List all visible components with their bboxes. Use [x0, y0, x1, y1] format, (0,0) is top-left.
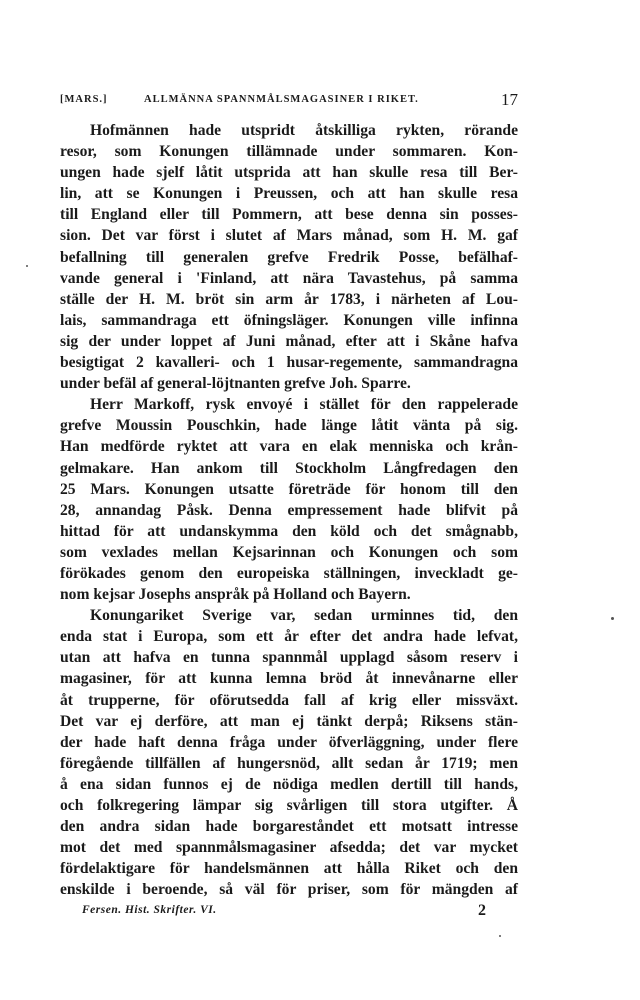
text-line: vande general i 'Finland, att nära Tavastehus, på samma — [60, 269, 518, 287]
margin-speck-bottom — [499, 935, 501, 937]
text-line: å ena sidan funnos ej de nödiga medlen dertill till hands, — [60, 775, 518, 793]
text-line: befallning till generalen grefve Fredrik Posse, befälhaf- — [60, 248, 518, 266]
text-line: der hade haft denna fråga under öfverläggning, under flere — [60, 733, 518, 751]
text-line: Herr Markoff, rysk envoyé i stället för den rappelerade — [90, 396, 518, 414]
text-line: Det var ej derföre, att man ej tänkt derpå; Riksens stän- — [60, 712, 518, 730]
body-text — [60, 120, 518, 900]
text-line: enskilde i beroende, så väl för priser, som för mängden af — [60, 881, 518, 899]
text-line: Han medförde ryktet att vara en elak menniska och krån- — [60, 438, 518, 456]
page-number: 17 — [501, 90, 518, 109]
running-head — [60, 90, 518, 114]
text-line: fördelaktigare för handelsmännen att hålla Riket och den — [60, 860, 518, 878]
text-line: 25 Mars. Konungen utsatte företräde för honom till den — [60, 480, 518, 498]
margin-speck-left — [26, 265, 28, 267]
signature-mark: 2 — [478, 902, 486, 920]
running-head-section: [MARS.] — [60, 94, 108, 105]
text-line: föregående tillfällen af hungersnöd, allt sedan år 1719; men — [60, 754, 518, 772]
text-line: som vexlades mellan Kejsarinnan och Konungen och som — [60, 543, 518, 561]
text-line: nom kejsar Josephs anspråk på Holland och Bayern. — [60, 586, 411, 604]
text-line: resor, som Konungen tillämnade under sommaren. Kon- — [60, 143, 518, 161]
text-line: till England eller till Pommern, att bese denna sin posses- — [60, 206, 518, 224]
text-line: åt trupperne, för oförutsedda fall af krig eller missväxt. — [60, 691, 518, 709]
text-line: ungen hade sjelf låtit utsprida att han skulle resa till Ber- — [60, 164, 518, 182]
text-line: sion. Det var först i slutet af Mars månad, som H. M. gaf — [60, 227, 518, 245]
text-line: den andra sidan hade borgareståndet ett motsatt intresse — [60, 818, 518, 836]
text-line: enda stat i Europa, som ett år efter det andra hade lefvat, — [60, 628, 518, 646]
text-line: besigtigat 2 kavalleri- och 1 husar-regemente, sammandragna — [60, 354, 518, 372]
text-line: och folkregering lämpar sig svårligen till stora utgifter. Å — [60, 797, 518, 814]
text-line: grefve Moussin Pouschkin, hade länge låtit vänta på sig. — [60, 417, 518, 435]
text-line: lin, att se Konungen i Preussen, och att han skulle resa — [60, 185, 518, 203]
text-line: ställe der H. M. bröt sin arm år 1783, i närheten af Lou- — [60, 290, 518, 308]
signature-line: Fersen. Hist. Skrifter. VI. — [82, 904, 217, 917]
text-line: utan att hafva en tunna spannmål upplagd såsom reserv i — [60, 649, 518, 667]
text-line: under befäl af general-löjtnanten grefve Joh. Sparre. — [60, 375, 411, 393]
text-line: Hofmännen hade utspridt åtskilliga rykten, rörande — [90, 122, 518, 139]
margin-speck-right — [611, 617, 614, 620]
text-line: 28, annandag Påsk. Denna empressement hade blifvit på — [60, 501, 518, 519]
text-line: gelmakare. Han ankom till Stockholm Långfredagen den — [60, 459, 518, 477]
text-line: lais, sammandraga ett öfningsläger. Konungen ville infinna — [60, 311, 518, 329]
page-footer — [60, 902, 518, 924]
book-page — [60, 90, 518, 924]
text-line: sig der under loppet af Juni månad, efter att i Skåne hafva — [60, 332, 518, 350]
text-line: hittad för att undanskymma den köld och det smågnabb, — [60, 522, 518, 540]
text-line: Konungariket Sverige var, sedan urminnes tid, den — [90, 607, 518, 625]
running-head-title: ALLMÄNNA SPANNMÅLSMAGASINER I RIKET. — [144, 94, 419, 105]
text-line: magasiner, för att kunna lemna bröd åt innevånarne eller — [60, 670, 518, 688]
text-line: mot det med spannmålsmagasiner afsedda; det var mycket — [60, 839, 518, 857]
text-line: förökades genom den europeiska ställningen, inveckladt ge- — [60, 564, 518, 582]
